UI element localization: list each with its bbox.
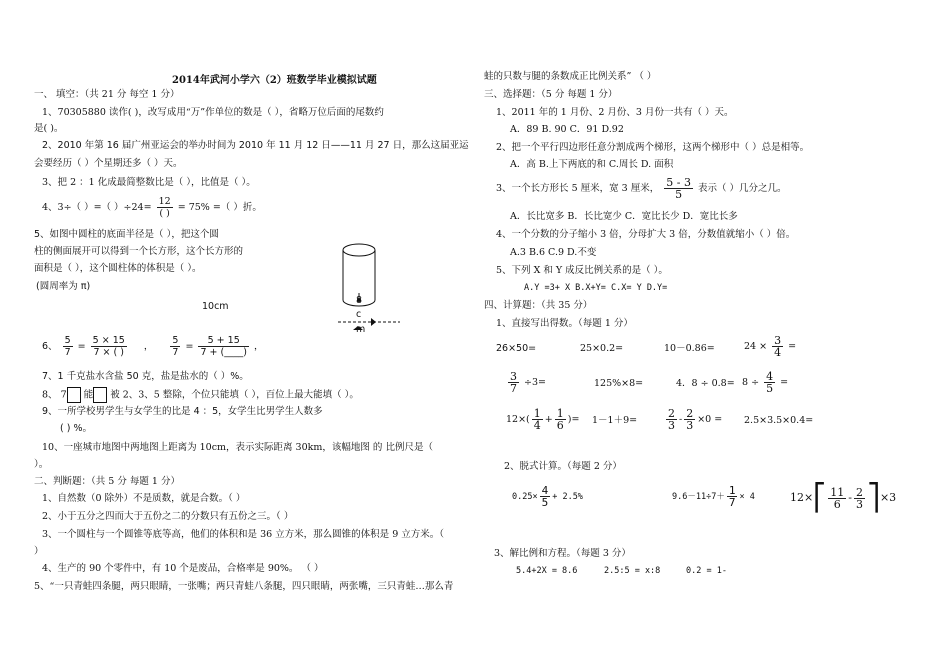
- q5-line4: (圆周率为 π): [36, 281, 91, 292]
- calc-r2c1-den: 7: [510, 382, 517, 395]
- expr2-post: × 4: [739, 492, 755, 502]
- calc-r2c1-post: ÷3=: [524, 377, 546, 388]
- q6-frac1-den: 7: [64, 347, 71, 358]
- q4-pre: 4、3÷（ ）=（ ）÷24=: [42, 202, 152, 213]
- q8-part2: 能: [83, 389, 94, 401]
- choice-q1: 1、2011 年的 1 月份、2 月份、3 月份一共有（ ）天。: [496, 107, 734, 118]
- q6-frac4-num: 5 + 15: [198, 335, 248, 347]
- q1-line2: 是( )。: [34, 123, 64, 134]
- calc-r3c1-num2: 1: [556, 407, 564, 420]
- q4-line: [42, 196, 262, 220]
- equation1: 5.4+2X = 8.6: [516, 566, 578, 576]
- calc-r3c1-den2: 6: [556, 419, 564, 432]
- judge-q1: 1、自然数（0 除外）不是质数，就是合数。（ ）: [42, 493, 246, 504]
- q6-label: 6、: [42, 341, 58, 352]
- calc-r1c1: 26×50=: [496, 343, 537, 354]
- calc-r2c3: 4．8 ÷ 0.8=: [676, 378, 735, 389]
- q5-line2: 柱的侧面展开可以得到一个长方形，这个长方形的: [34, 246, 244, 257]
- exam-title: 2014年武河小学六（2）班数学毕业模拟试题: [172, 75, 377, 86]
- calc-r1c4-frac: [772, 335, 783, 358]
- calc-r2c4-frac: [764, 371, 775, 394]
- q6-frac2-num: 5 × 15: [92, 335, 125, 346]
- calc-r3c1-num1: 1: [533, 407, 541, 420]
- expr1-post: + 2.5%: [552, 492, 583, 502]
- choice-q3: [496, 174, 787, 204]
- calc-r2c1: [506, 368, 546, 398]
- q5-height-label: 10cm: [202, 301, 229, 312]
- q8-part3: 被 2、3、5 整除，个位只能填（ ），百位上最大能填（ ）。: [110, 389, 359, 401]
- expr1-pre: 0.25×: [512, 492, 538, 502]
- expr3-den2: 3: [855, 497, 863, 511]
- cylinder-top: [343, 244, 375, 256]
- calc-r3c3-num2: 2: [686, 407, 694, 420]
- calc-r1c4-den: 4: [774, 346, 782, 359]
- q6-frac2: [91, 335, 127, 358]
- calc-part3: 3、解比例和方程。（每题 3 分）: [494, 548, 631, 559]
- calc-r1c2: 25×0.2=: [580, 343, 624, 354]
- choice-q4: 4、一个分数的分子缩小 3 倍，分母扩大 3 倍，分数值就缩小（ ）倍。: [496, 229, 796, 240]
- q6-end: ，: [253, 341, 264, 352]
- section3-heading: 三、选择题：（5 分 每题 1 分）: [484, 89, 618, 100]
- equation3: 0.2 = 1-: [686, 566, 727, 576]
- calc-r3c2: 1－1＋9=: [592, 415, 638, 426]
- q6-line: [42, 332, 263, 362]
- choice-q1-options: A．89 B. 90 C．91 D.92: [510, 124, 624, 135]
- calc-r3c1: [506, 405, 579, 435]
- calc-r1c4-num: 3: [774, 334, 782, 347]
- calc-r3c1-pre: 12×(: [506, 414, 530, 425]
- judge-q4: 4、生产的 90 个零件中，有 10 个是废品，合格率是 90%。 （ ）: [42, 563, 324, 574]
- q5-line1: 5、如图中圆柱的底面半径是（ ），把这个圆: [34, 229, 219, 240]
- calc-r1c4-post: =: [788, 341, 797, 352]
- q1-line1: 1、70305880 读作( )，改写成用“万”作单位的数是（ ），省略万位后面的尾数约: [42, 107, 384, 118]
- q4-fraction: [157, 196, 173, 219]
- expr2: [672, 480, 755, 514]
- choice-q3-fraction: [664, 177, 693, 200]
- q2-line1: 2、2010 年第 16 届广州亚运会的举办时间为 2010 年 11 月 12 日——11 月 27 日，那么这届亚运: [42, 140, 469, 151]
- expr2-pre: 9.6－11÷7＋: [672, 492, 725, 502]
- q3-line: 3、把 2 ：1 化成最简整数比是（ ），比值是（ ）。: [42, 177, 256, 188]
- calc-r2c1-frac: [508, 371, 519, 394]
- q10-line2: ）。: [34, 459, 49, 470]
- q2-line2: 会要经历（ ）个星期还多（ ）天。: [34, 158, 183, 169]
- expr3-right-bracket: ⎤: [866, 483, 880, 513]
- q6-frac1: [63, 335, 73, 358]
- q6-frac3-num: 5: [172, 335, 179, 346]
- calc-r1c4-pre: 24 ×: [744, 341, 768, 352]
- calc-r3c1-post: )=: [567, 414, 580, 425]
- q6-frac3: [170, 335, 180, 358]
- q6-comma: ，: [143, 341, 154, 352]
- expr3-num2: 2: [855, 485, 863, 499]
- section2-heading: 二、判断题：（共 5 分 每题 1 分）: [34, 476, 180, 487]
- expr2-frac: [727, 485, 738, 508]
- calc-r3c3-den1: 3: [668, 419, 675, 432]
- judge-q3-line2: ）: [34, 546, 44, 557]
- cylinder-figure: [330, 240, 410, 336]
- judge-q5-cont: 蛙的只数与腿的条数成正比例关系” （ ）: [484, 71, 657, 82]
- choice-q3-post: 表示（ ）几分之几。: [698, 183, 787, 194]
- q4-denominator: ( ): [159, 208, 170, 219]
- q6-frac4-den: 7 + (____): [200, 347, 247, 358]
- q5-radius-8: 8: [356, 295, 363, 306]
- expr1-num: 4: [541, 484, 549, 497]
- calc-r2c4-post: =: [780, 377, 789, 388]
- q6-eq2: =: [185, 341, 194, 352]
- q5-line3: 面积是（ ），这个圆柱体的体积是（ ）。: [34, 263, 202, 274]
- judge-q2: 2、小于五分之四而大于五份之二的分数只有五份之三。（ ）: [42, 511, 294, 522]
- calc-part2: 2、脱式计算。（每题 2 分）: [504, 461, 622, 472]
- q9-line1: 9、一所学校男学生与女学生的比是 4 ：5，女学生比男学生人数多: [42, 406, 323, 417]
- calc-r3c3-post: ×0 =: [697, 414, 723, 425]
- expr1-den: 5: [541, 496, 549, 509]
- q6-frac4: [198, 335, 248, 358]
- choice-q2-options: A．高 B.上下两底的和 C.周长 D. 面积: [510, 159, 674, 170]
- calc-r3c3-minus: -: [679, 414, 683, 425]
- calc-r2c1-num: 3: [510, 370, 517, 383]
- choice-q5: 5、下列 X 和 Y 成反比例关系的是（ ）。: [496, 265, 668, 276]
- calc-r3c1-plus: +: [544, 414, 553, 425]
- expr3-post: ×3: [879, 491, 897, 504]
- expr3-minus: -: [848, 491, 852, 504]
- q6-frac3-den: 7: [172, 347, 179, 358]
- calc-r2c4-pre: 8 ÷: [742, 377, 760, 388]
- expr3-frac2: [854, 487, 865, 510]
- q8-line: [42, 387, 359, 403]
- calc-r1c3: 10－0.86=: [664, 343, 715, 354]
- choice-q3-pre: 3、一个长方形长 5 厘米，宽 3 厘米，: [496, 183, 660, 194]
- q5-radius-m: m: [356, 324, 366, 335]
- equation2: 2.5:5 = x:8: [604, 566, 661, 576]
- q6-frac2-den: 7 × ( ): [93, 347, 124, 358]
- choice-q3-den: 5: [675, 188, 683, 201]
- choice-q4-options: A.3 B.6 C.9 D.不变: [510, 247, 597, 258]
- calc-r3c3-num1: 2: [668, 407, 675, 420]
- q4-post: = 75% =（ ）折。: [177, 202, 262, 213]
- calc-r2c4: [742, 368, 788, 398]
- expr2-den: 7: [728, 496, 736, 509]
- calc-r3c3-den2: 3: [686, 419, 694, 432]
- expr3-num1: 11: [830, 485, 845, 499]
- calc-r3c3-frac2: [684, 408, 695, 431]
- expr3: [790, 478, 896, 518]
- choice-q3-options: A．长比宽多 B．长比宽少 C．宽比长少 D．宽比长多: [510, 211, 738, 222]
- expr3-left-bracket: ⎡: [813, 483, 827, 513]
- q7-line: 7、1 千克盐水含盐 50 克，盐是盐水的（ ）%。: [42, 371, 249, 382]
- q9-line2: ( ) %。: [60, 423, 92, 434]
- calc-r2c2: 125%×8=: [594, 378, 644, 389]
- calc-r3c1-frac1: [532, 408, 543, 431]
- calc-r1c4: [744, 332, 796, 362]
- q8-blank-box2[interactable]: [93, 387, 107, 403]
- q4-numerator: 12: [158, 196, 171, 207]
- calc-r3c1-frac2: [555, 408, 566, 431]
- expr1: [512, 480, 583, 514]
- q5-radius-c: c: [356, 309, 362, 320]
- expr2-num: 1: [728, 484, 736, 497]
- arrow-right: [371, 318, 376, 326]
- choice-q5-options: A.Y =3+ X B.X+Y= C.X= Y D.Y=: [524, 283, 668, 293]
- calc-r2c4-num: 4: [766, 370, 774, 383]
- expr3-den1: 6: [833, 497, 841, 511]
- expr1-frac: [540, 485, 551, 508]
- calc-part1: 1、直接写出得数。（每题 1 分）: [496, 318, 633, 329]
- q8-part1: 8、 7: [42, 389, 67, 401]
- q10-line1: 10、一座城市地图中两地图上距离为 10cm，表示实际距离 30km，该幅地图 的 比例尺是（: [42, 442, 433, 453]
- calc-r2c4-den: 5: [766, 382, 774, 395]
- judge-q3-line1: 3、一个圆柱与一个圆锥等底等高，他们的体积和是 36 立方米，那么圆锥的体积是 9 立方米。（: [42, 529, 445, 540]
- q6-eq1: =: [77, 341, 86, 352]
- q6-frac1-num: 5: [64, 335, 71, 346]
- calc-r3c4: 2.5×3.5×0.4=: [744, 415, 814, 426]
- section1-heading: 一、 填空：（共 21 分 每空 1 分）: [34, 89, 180, 100]
- choice-q2: 2、把一个平行四边形任意分割成两个梯形，这两个梯形中（ ）总是相等。: [496, 142, 810, 153]
- section4-heading: 四、计算题：（共 35 分）: [484, 300, 593, 311]
- expr3-pre: 12×: [790, 491, 814, 504]
- calc-r3c3-frac1: [666, 408, 677, 431]
- choice-q3-num: 5 - 3: [666, 176, 691, 189]
- judge-q5: 5、“一只青蛙四条腿，两只眼睛，一张嘴；两只青蛙八条腿，四只眼睛，两张嘴，三只青蛙…那么青: [34, 581, 454, 592]
- calc-r3c1-den1: 4: [533, 419, 541, 432]
- q8-blank-box1[interactable]: [67, 387, 81, 403]
- calc-r3c3: [664, 405, 722, 435]
- expr3-frac1: [828, 487, 846, 510]
